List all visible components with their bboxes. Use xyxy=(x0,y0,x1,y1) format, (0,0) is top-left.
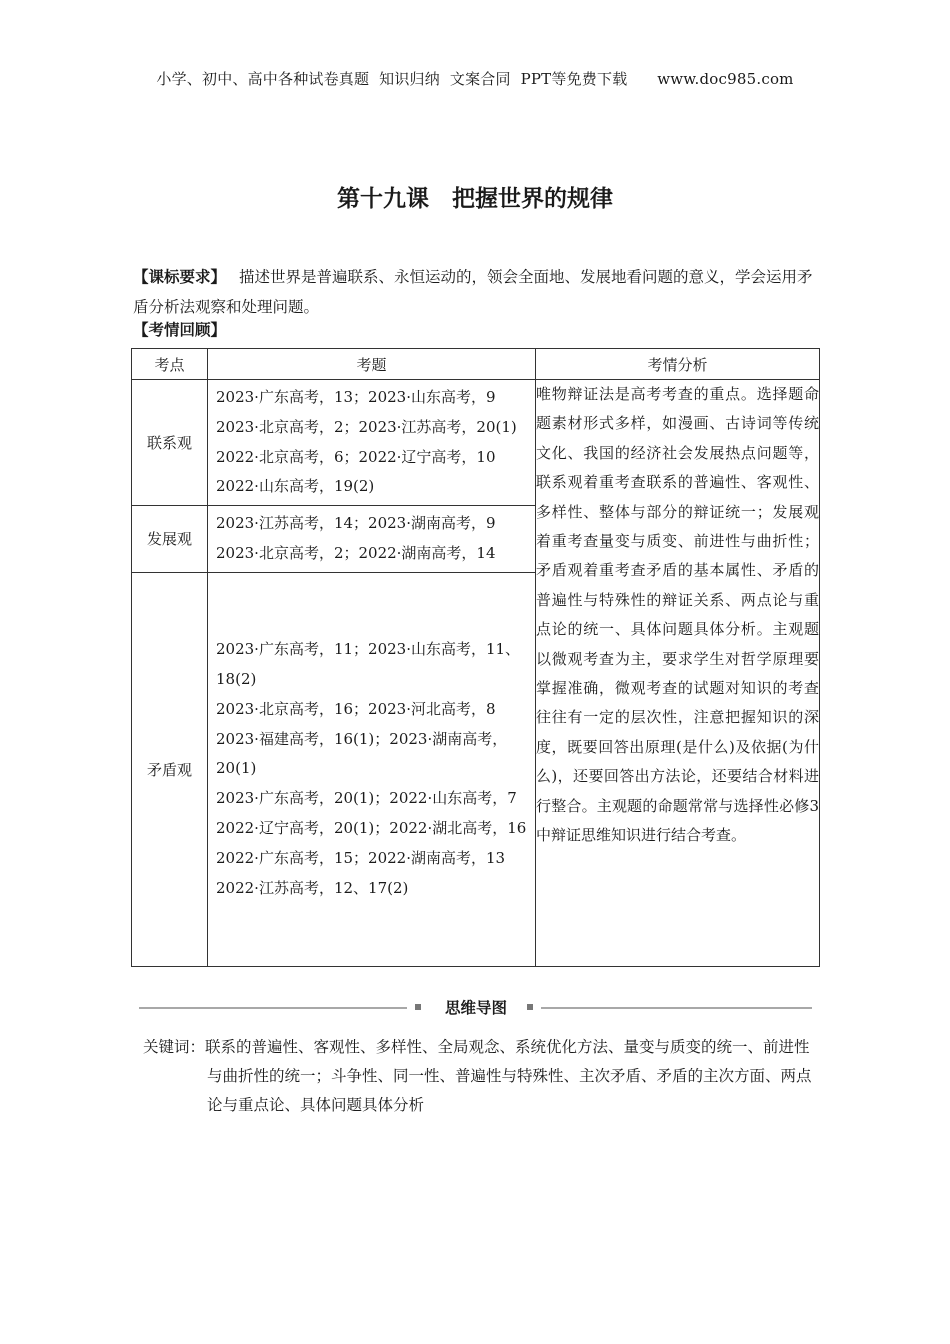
exam-item: 2023·广东高考，11；2023·山东高考，11、18(2) xyxy=(216,640,521,688)
exam-item: 2022·辽宁高考，20(1)；2022·湖北高考，16 xyxy=(216,818,527,837)
analysis-text: 唯物辩证法是高考考查的重点。选择题命题素材形式多样，如漫画、古诗词等传统文化、我国的经济社会发展热点问题等，联系观着重考查联系的普遍性、客观性、多样性、整体与部分的辩证统一；发展观着重考查量变与质变、前进性与曲折性；矛盾观着重考查矛盾的基本属性、矛盾的普遍性与特殊性的辩证关系、两点论与重点论的统一、具体问题具体分析。主观题以微观考查为主，要求学生对哲学原理要掌握准确，微观考查的试题对知识的考查往往有一定的层次性，注意把握知识的深度，既要回答出原理(是什么)及依据(为什么)，还要回答出方法论，还要结合材料进行整合。主观题的命题常常与选择性必修3中辩证思维知识进行结合考查。 xyxy=(536,385,819,845)
requirement-text: 描述世界是普遍联系、永恒运动的，领会全面地、发展地看问题的意义，学会运用矛盾分析法观察和处理问题。 xyxy=(133,268,813,316)
curriculum-requirement xyxy=(133,262,823,322)
exam-items xyxy=(208,506,536,573)
exam-review-table xyxy=(131,348,820,967)
column-header-point: 考点 xyxy=(132,349,208,380)
keywords-label: 关键词： xyxy=(143,1038,206,1056)
exam-item: 2022·江苏高考，12、17(2) xyxy=(216,878,409,897)
mindmap-divider xyxy=(139,996,812,1020)
table-row xyxy=(132,380,820,506)
exam-point: 矛盾观 xyxy=(132,572,208,966)
divider-dot-left xyxy=(415,1004,421,1010)
exam-item: 2023·北京高考，2；2023·江苏高考，20(1) xyxy=(216,417,517,436)
exam-item: 2023·广东高考，13；2023·山东高考，9 xyxy=(216,388,496,406)
keywords-text: 联系的普遍性、客观性、多样性、全局观念、系统优化方法、量变与质变的统一、前进性与曲折性的统一；斗争性、同一性、普遍性与特殊性、主次矛盾、矛盾的主次方面、两点论与重点论、具体问题具体分析 xyxy=(205,1038,812,1114)
exam-point: 发展观 xyxy=(132,506,208,573)
keywords xyxy=(143,1033,815,1120)
exam-item: 2022·北京高考，6；2022·辽宁高考，10 xyxy=(216,447,496,466)
page-header: 小学、初中、高中各种试卷真题 知识归纳 文案合同 PPT等免费下载 www.doc985.com xyxy=(156,70,794,88)
column-header-analysis: 考情分析 xyxy=(536,349,820,380)
page-title: 第十九课 把握世界的规律 xyxy=(337,186,613,212)
exam-item: 2023·北京高考，16；2023·河北高考，8 xyxy=(216,699,496,718)
exam-item: 2023·江苏高考，14；2023·湖南高考，9 xyxy=(216,514,496,533)
divider-dot-right xyxy=(527,1004,533,1010)
requirement-label: 【课标要求】 xyxy=(133,268,227,286)
exam-item: 2022·山东高考，19(2) xyxy=(216,477,375,496)
exam-point: 联系观 xyxy=(132,380,208,506)
analysis-cell xyxy=(536,380,820,967)
mindmap-title: 思维导图 xyxy=(444,999,507,1017)
exam-items xyxy=(208,572,536,966)
exam-item: 2023·广东高考，20(1)；2022·山东高考，7 xyxy=(216,789,517,808)
divider-line-right xyxy=(541,1007,812,1009)
review-label: 【考情回顾】 xyxy=(133,321,227,339)
exam-item: 2023·北京高考，2；2022·湖南高考，14 xyxy=(216,543,496,562)
exam-items xyxy=(208,380,536,506)
column-header-questions: 考题 xyxy=(208,349,536,380)
table-header-row xyxy=(132,349,820,380)
divider-line-left xyxy=(139,1007,407,1009)
exam-item: 2023·福建高考，16(1)；2023·湖南高考，20(1) xyxy=(216,729,508,778)
exam-item: 2022·广东高考，15；2022·湖南高考，13 xyxy=(216,848,506,867)
